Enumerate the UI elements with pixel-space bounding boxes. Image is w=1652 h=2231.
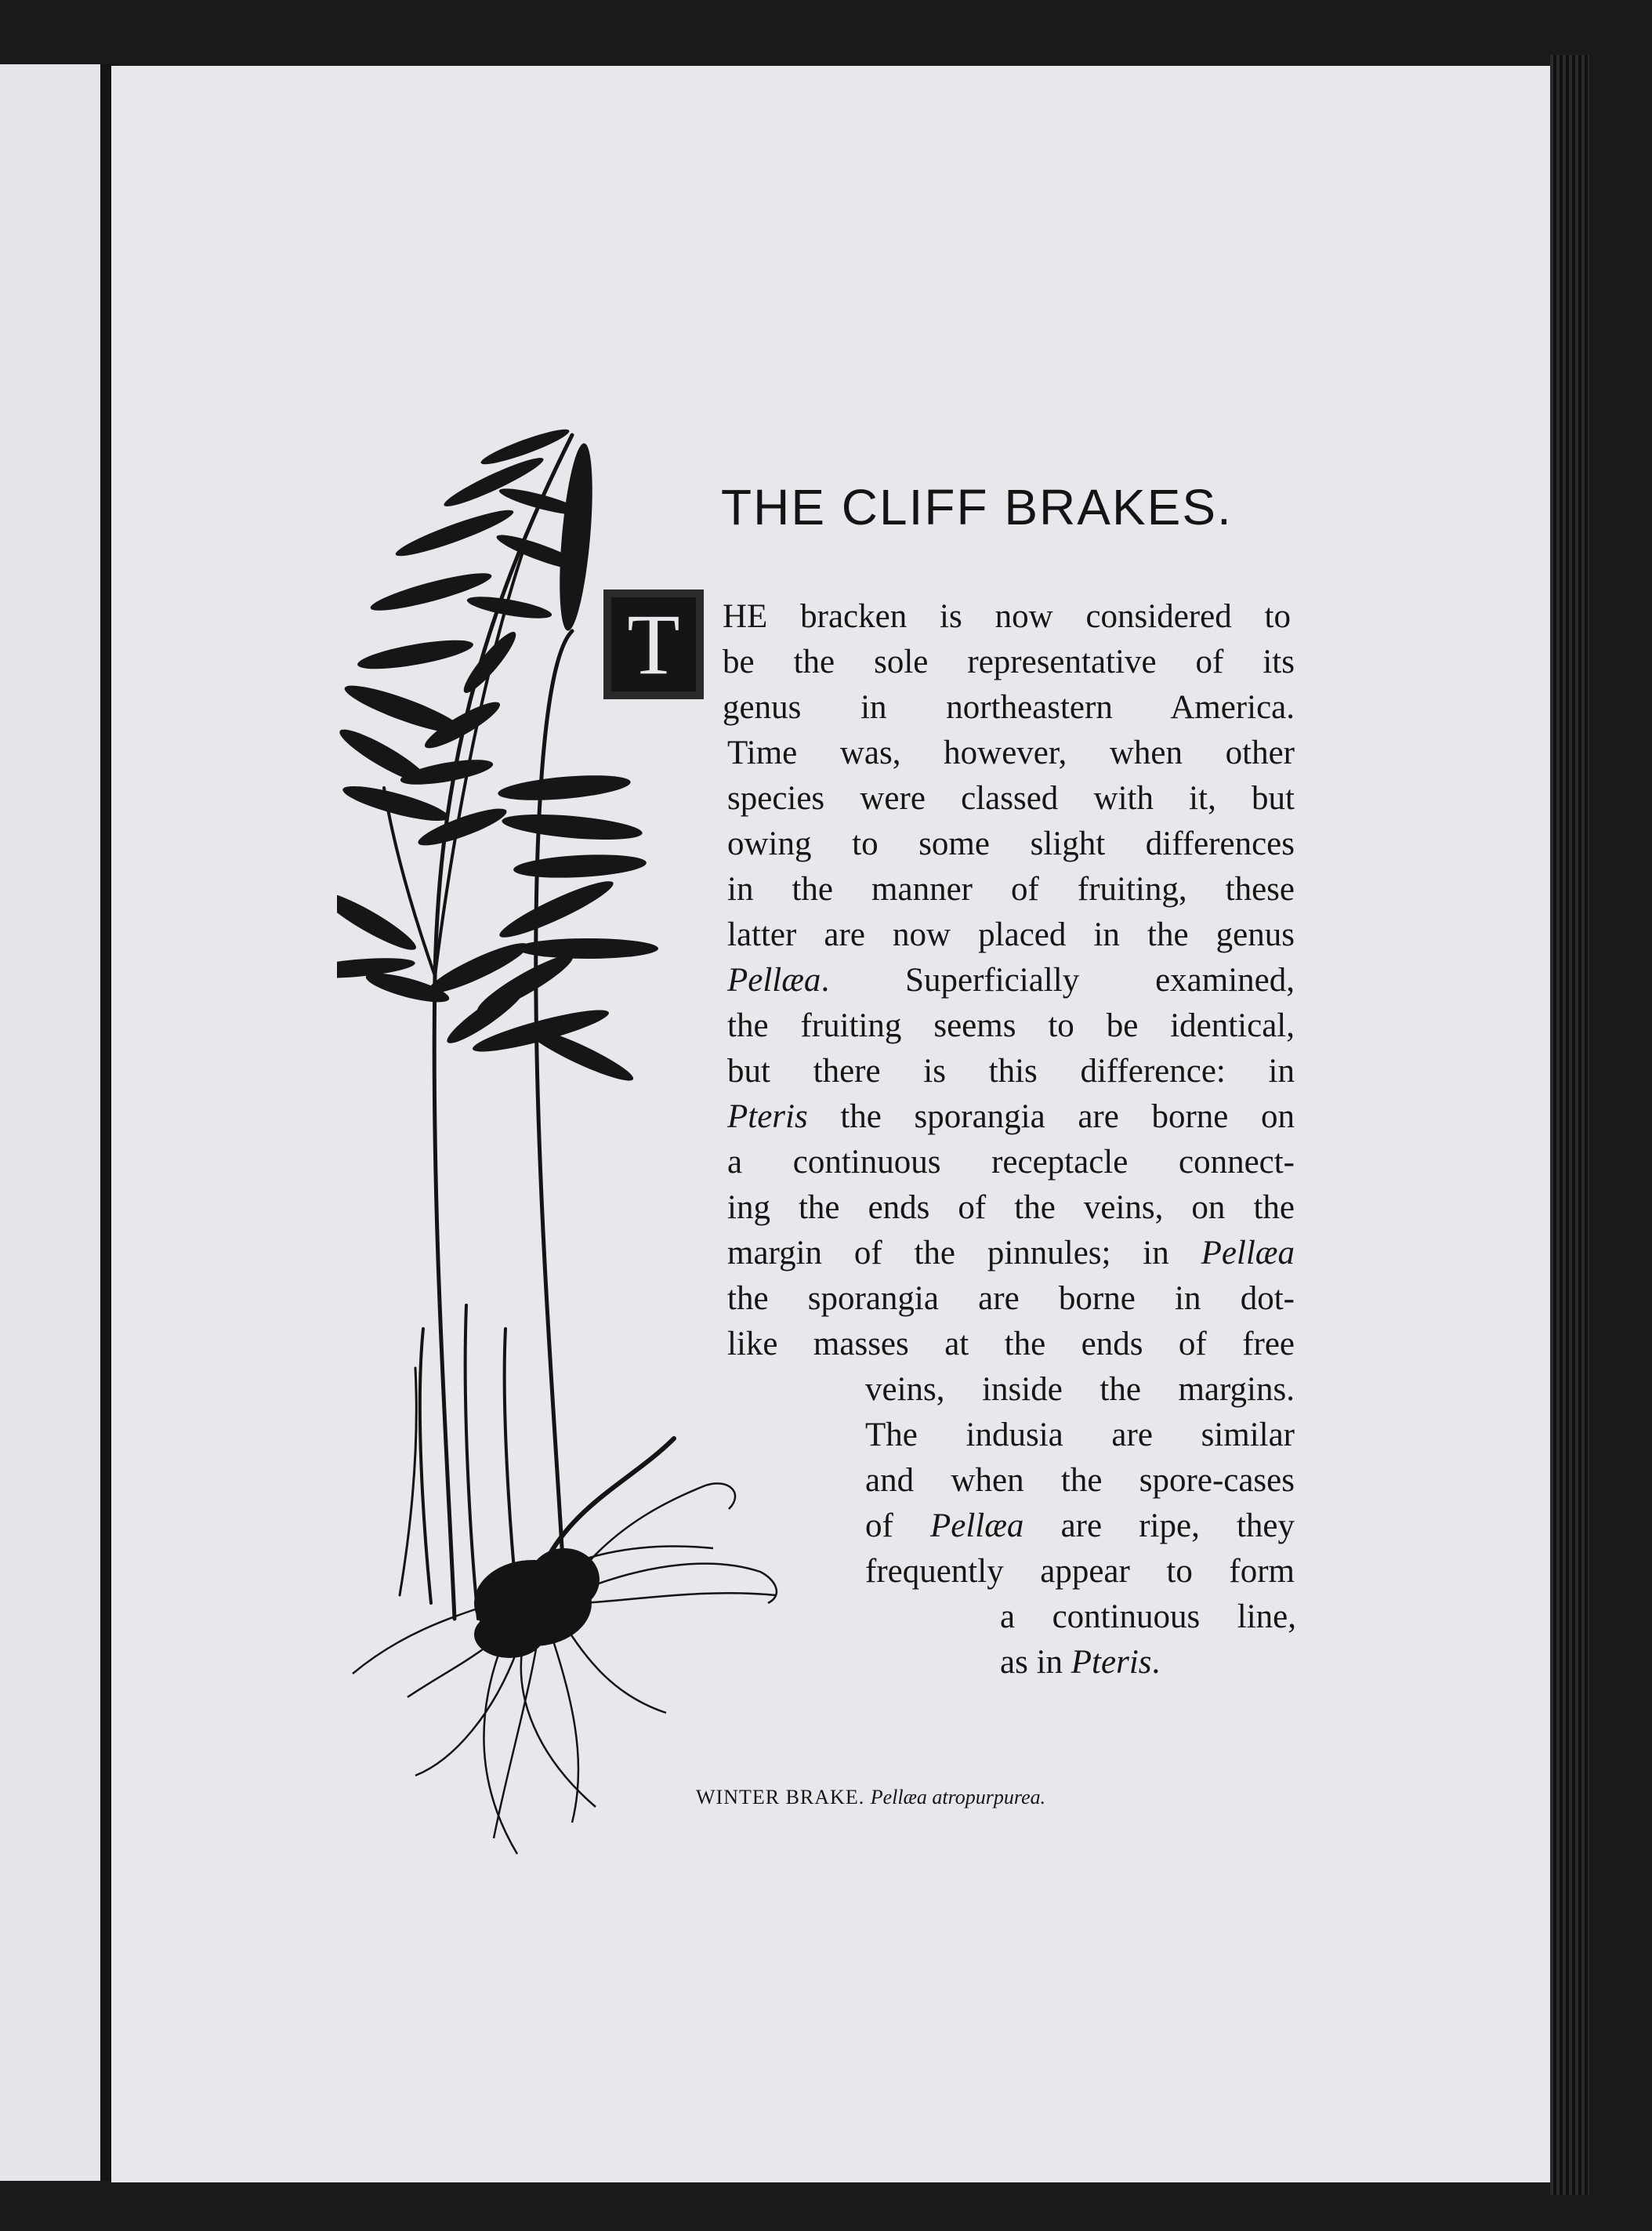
body-line-14: ing the ends of the veins, on the [727, 1189, 1295, 1226]
body-line-12: Pteris the sporangia are borne on [727, 1098, 1295, 1135]
body-line-4: Time was, however, when other [727, 735, 1295, 771]
page-stack-edge [1550, 55, 1589, 2195]
body-line-18: veins, inside the margins. [865, 1371, 1295, 1408]
body-line-8: latter are now placed in the genus [727, 916, 1295, 953]
body-line-23: a continuous line, [1000, 1598, 1296, 1635]
page-title: THE CLIFF BRAKES. [721, 479, 1233, 535]
body-line-10: the fruiting seems to be identical, [727, 1007, 1295, 1044]
body-line-22: frequently appear to form [865, 1553, 1295, 1590]
body-line-5: species were classed with it, but [727, 780, 1295, 817]
body-line-24: as in Pteris. [1000, 1644, 1161, 1681]
body-line-21: of Pellæa are ripe, they [865, 1507, 1295, 1544]
body-line-17: like masses at the ends of free [727, 1326, 1295, 1362]
body-line-2: be the sole representative of its [723, 644, 1295, 680]
body-line-9: Pellæa. Superficially examined, [727, 962, 1295, 999]
body-line-13: a continuous receptacle connect- [727, 1144, 1295, 1181]
caption-latin-name: Pellæa atropurpurea. [870, 1786, 1046, 1808]
body-line-20: and when the spore-cases [865, 1462, 1295, 1499]
body-line-1: HE bracken is now considered to [723, 598, 1291, 635]
facing-page-edge [0, 64, 103, 2181]
body-line-6: owing to some slight differences [727, 825, 1295, 862]
figure-caption [696, 1786, 1182, 1809]
body-line-7: in the manner of fruiting, these [727, 871, 1295, 908]
body-line-3: genus in northeastern America. [723, 689, 1295, 726]
body-line-19: The indusia are similar [865, 1417, 1295, 1453]
drop-cap: T [603, 589, 704, 699]
body-line-16: the sporangia are borne in dot- [727, 1280, 1295, 1317]
caption-common-name: WINTER BRAKE. [696, 1786, 865, 1808]
body-line-15: margin of the pinnules; in Pellæa [727, 1235, 1295, 1271]
body-line-11: but there is this difference: in [727, 1053, 1295, 1090]
